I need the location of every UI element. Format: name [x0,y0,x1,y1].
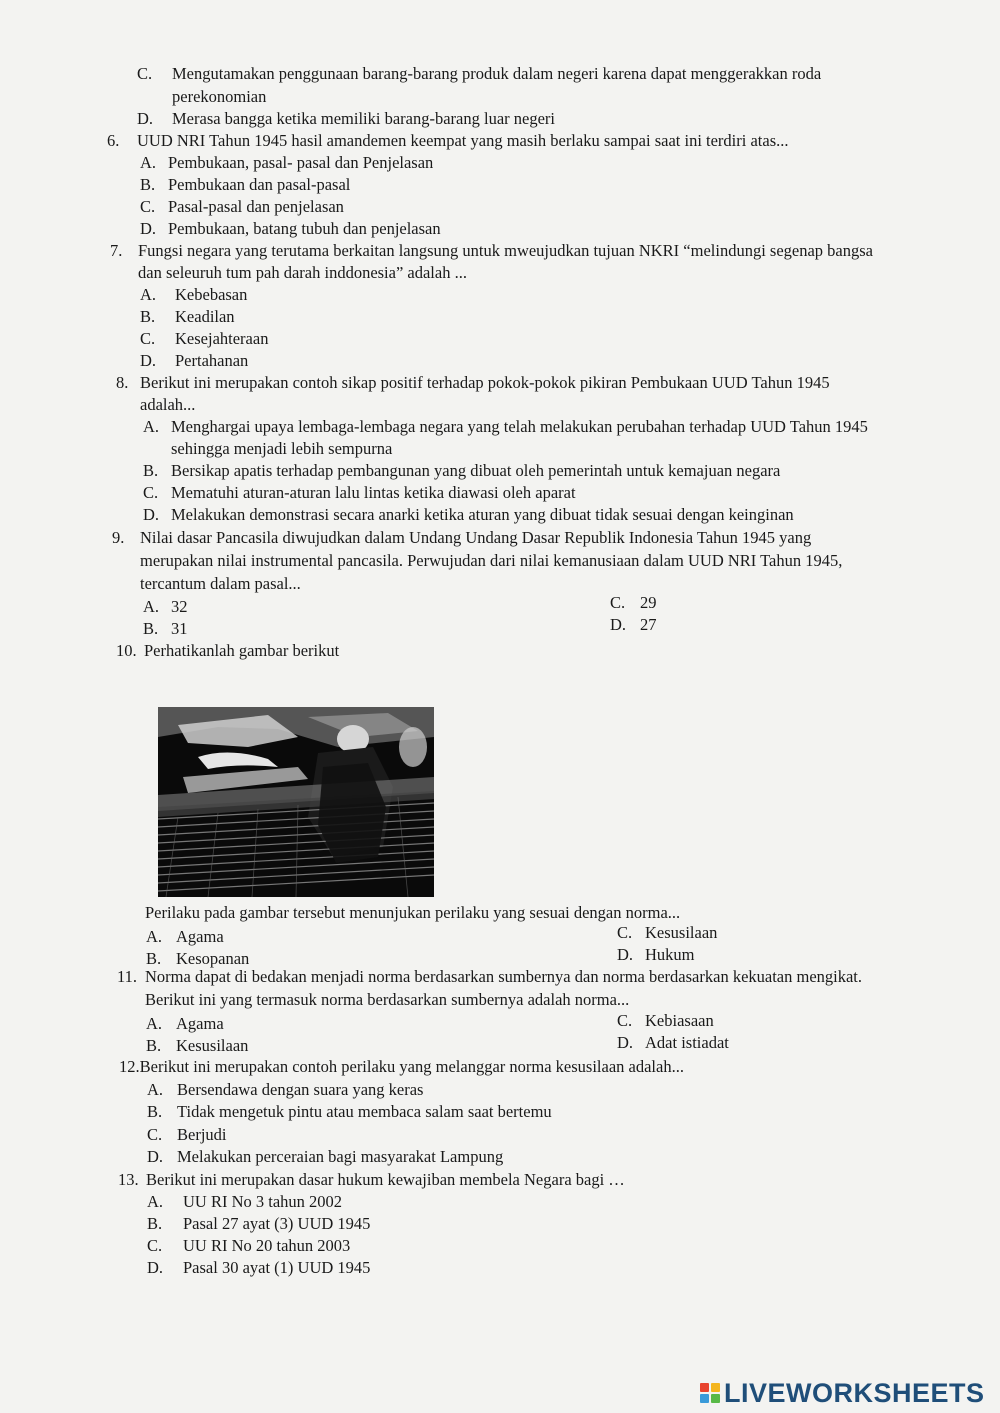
q9-stem-cont-2: tercantum dalam pasal... [140,574,301,593]
question-photo [158,707,434,897]
q12-option-b: B. Tidak mengetuk pintu atau membaca salam saat bertemu [147,1102,552,1121]
q10-stem: 10. Perhatikanlah gambar berikut [116,641,340,660]
q9-stem-cont-1: merupakan nilai instrumental pancasila. Perwujudan dari nilai kemanusiaan dalam UUD NRI Tahun 1945, [140,551,843,570]
logo-square-red [700,1383,709,1392]
q6-stem: 6. UUD NRI Tahun 1945 hasil amandemen keempat yang masih berlaku sampai saat ini terdiri atas... [107,131,789,150]
q12-option-a: A. Bersendawa dengan suara yang keras [147,1080,424,1099]
q13-option-c: C. UU RI No 20 tahun 2003 [147,1236,351,1255]
q5-option-c-cont: perekonomian [172,87,267,106]
q5-option-c-text: Mengutamakan penggunaan barang-barang produk dalam negeri karena dapat menggerakkan roda [172,64,822,83]
q10-option-c: C. Kesusilaan [617,923,718,942]
q13-option-d: D. Pasal 30 ayat (1) UUD 1945 [147,1258,371,1277]
q6-option-a: A. Pembukaan, pasal- pasal dan Penjelasan [140,153,434,172]
q5-option-c: C. Mengutamakan penggunaan barang-barang produk dalam negeri karena dapat menggerakkan roda [137,64,822,83]
q13-option-b: B. Pasal 27 ayat (3) UUD 1945 [147,1214,371,1233]
q7-option-a: A. Kebebasan [140,285,248,304]
q10-question: Perilaku pada gambar tersebut menunjukan perilaku yang sesuai dengan norma... [145,903,681,922]
logo-square-green [711,1394,720,1403]
logo-square-blue [700,1394,709,1403]
q5-option-d: D. Merasa bangga ketika memiliki barang-barang luar negeri [137,109,556,128]
q13-stem: 13. Berikut ini merupakan dasar hukum kewajiban membela Negara bagi … [118,1170,625,1189]
q6-option-b: B. Pembukaan dan pasal-pasal [140,175,351,194]
q11-option-d: D. Adat istiadat [617,1033,729,1052]
q10-option-a: A. Agama [146,927,224,946]
liveworksheets-logo-icon [700,1383,720,1403]
q7-option-c: C. Kesejahteraan [140,329,269,348]
q11-option-b: B. Kesusilaan [146,1036,249,1055]
q7-option-d: D. Pertahanan [140,351,249,370]
q10-option-d: D. Hukum [617,945,695,964]
q12-option-c: C. Berjudi [147,1125,227,1144]
liveworksheets-logo[interactable] [700,1378,985,1408]
q8-option-b: B. Bersikap apatis terhadap pembangunan yang dibuat oleh pemerintah untuk kemajuan negara [143,461,781,480]
q8-stem-cont: adalah... [140,395,196,414]
q7-stem: 7. Fungsi negara yang terutama berkaitan langsung untuk mweujudkan tujuan NKRI “melindungi segenap bangsa [110,241,873,260]
photo-illustration [158,707,434,897]
q8-option-a-cont: sehingga menjadi lebih sempurna [171,439,393,458]
q8-option-a: A. Menghargai upaya lembaga-lembaga negara yang telah melakukan perubahan terhadap UUD Tahun 1945 [143,417,868,436]
logo-square-yellow [711,1383,720,1392]
q13-option-a: A. UU RI No 3 tahun 2002 [147,1192,343,1211]
q6-option-c: C. Pasal-pasal dan penjelasan [140,197,344,216]
q9-option-d: D. 27 [610,615,657,634]
q12-stem: 12.Berikut ini merupakan contoh perilaku yang melanggar norma kesusilaan adalah... [119,1057,684,1076]
q10-option-b: B. Kesopanan [146,949,250,968]
q9-option-b: B. 31 [143,619,188,638]
q9-stem: 9. Nilai dasar Pancasila diwujudkan dalam Undang Undang Dasar Republik Indonesia Tahun 1945 yang [112,528,812,547]
q8-option-d: D. Melakukan demonstrasi secara anarki ketika aturan yang dibuat tidak sesuai dengan keinginan [143,505,794,524]
q11-option-c: C. Kebiasaan [617,1011,714,1030]
q7-stem-cont: dan seleuruh tum pah darah inddonesia” adalah ... [138,263,467,282]
q12-option-d: D. Melakukan perceraian bagi masyarakat Lampung [147,1147,504,1166]
q9-option-c: C. 29 [610,593,657,612]
q9-option-a: A. 32 [143,597,188,616]
q8-stem: 8. Berikut ini merupakan contoh sikap positif terhadap pokok-pokok pikiran Pembukaan UUD Tahun 1945 [116,373,830,392]
logo-text: LIVEWORKSHEETS [724,1377,985,1408]
q11-option-a: A. Agama [146,1014,224,1033]
q6-option-d: D. Pembukaan, batang tubuh dan penjelasan [140,219,441,238]
q8-option-c: C. Mematuhi aturan-aturan lalu lintas ketika diawasi oleh aparat [143,483,576,502]
q7-option-b: B. Keadilan [140,307,235,326]
q11-stem: 11. Norma dapat di bedakan menjadi norma berdasarkan sumbernya dan norma berdasarkan kekuatan mengikat. [117,967,863,986]
q11-stem-cont: Berikut ini yang termasuk norma berdasarkan sumbernya adalah norma... [145,990,630,1009]
